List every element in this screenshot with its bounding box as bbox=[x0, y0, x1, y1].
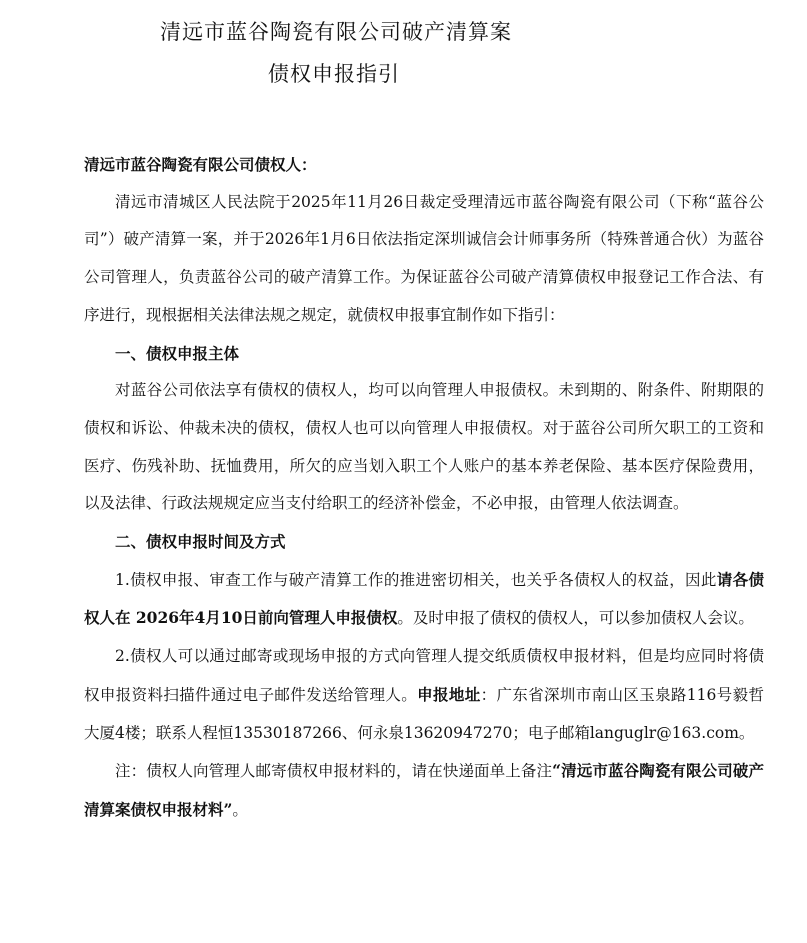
section1-heading: 一、债权申报主体 bbox=[115, 343, 240, 363]
salutation: 清远市蓝谷陶瓷有限公司债权人： bbox=[84, 155, 317, 174]
item2-address-label: 申报地址 bbox=[417, 684, 481, 704]
document-title-line2: 债权申报指引 bbox=[268, 62, 400, 86]
intro-paragraph: 清远市清城区人民法院于2025年11月26日裁定受理清远市蓝谷陶瓷有限公司（下称“蓝谷公司”）破产清算一案，并于2026年1月6日依法指定深圳诚信会计师事务所（特殊普通合伙）为蓝谷公司管理人，负责蓝谷公司的破产清算工作。为保证蓝谷公司破产清算债权申报登记工作合法、有序进行，现根据相关法律法规之规定，就债权申报事宜制作如下指引： bbox=[84, 192, 764, 324]
section2-item1 bbox=[84, 561, 764, 638]
section2-heading: 二、债权申报时间及方式 bbox=[115, 532, 286, 552]
note-remark: “清远市蓝谷陶瓷有限公司破产清算案债权申报材料” bbox=[84, 761, 764, 819]
document-body bbox=[84, 146, 764, 830]
document-title-line1: 清远市蓝谷陶瓷有限公司破产清算案 bbox=[160, 20, 512, 44]
note-text: 注：债权人向管理人邮寄债权申报材料的，请在快递面单上备注 bbox=[115, 762, 553, 781]
section2-note bbox=[84, 752, 764, 829]
note-text-end: 。 bbox=[232, 800, 248, 819]
item1-text: 1.债权申报、审查工作与破产清算工作的推进密切相关，也关乎各债权人的权益，因此 bbox=[115, 570, 717, 589]
item1-text-end: 。及时申报了债权的债权人，可以参加债权人会议。 bbox=[397, 609, 754, 628]
section2-item2 bbox=[84, 638, 764, 752]
item2-text: 2.债权人可以通过邮寄或现场申报的方式向管理人提交纸质债权申报材料，但是均应同时将债权申报资料扫描件通过电子邮件发送给管理人。 bbox=[84, 647, 764, 704]
section1-paragraph: 对蓝谷公司依法享有债权的债权人，均可以向管理人申报债权。未到期的、附条件、附期限的债权和诉讼、仲裁未决的债权，债权人也可以向管理人申报债权。对于蓝谷公司所欠职工的工资和医疗、伤残补助、抚恤费用，所欠的应当划入职工个人账户的基本养老保险、基本医疗保险费用，以及法律、行政法规规定应当支付给职工的经济补偿金，不必申报，由管理人依法调查。 bbox=[84, 381, 764, 513]
item1-deadline: 请各债权人在 2026年4月10日前向管理人申报债权 bbox=[84, 569, 764, 628]
item2-address-details: ：广东省深圳市南山区玉泉路116号毅哲大厦4楼；联系人程恒13530187266、何永泉13620947270；电子邮箱languglr@163.com。 bbox=[84, 685, 764, 742]
